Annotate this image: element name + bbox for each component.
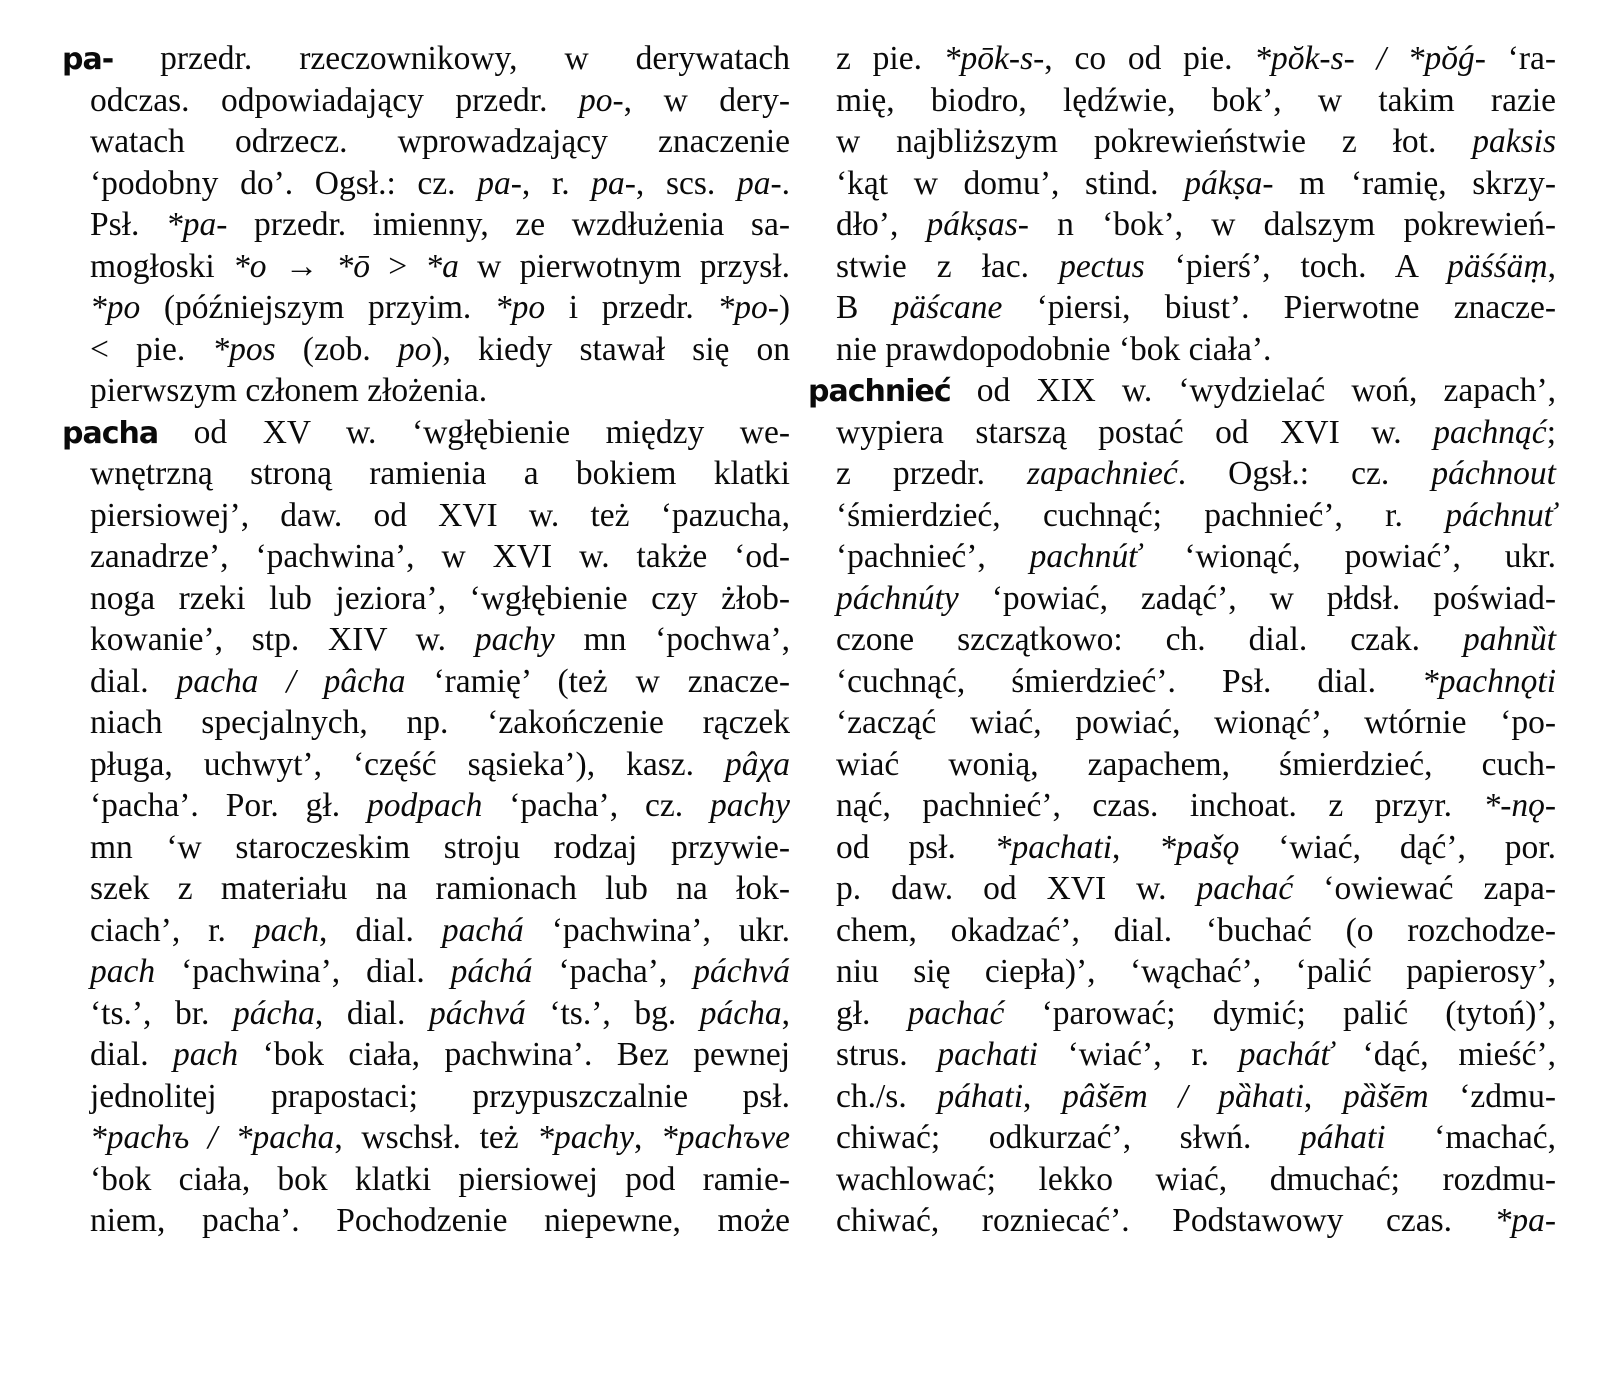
text-run: stwie z łac. (836, 247, 1060, 285)
text-run: , (1303, 1077, 1343, 1115)
right-column (808, 38, 1556, 1242)
text-line (62, 536, 790, 578)
text-run: → (266, 247, 337, 285)
italic-form: pach (173, 1036, 239, 1073)
text-run: ‘parować; dymić; palić (tytoń)’, (1004, 994, 1556, 1032)
text-run: ch./s. (836, 1077, 938, 1115)
text-run: B (836, 289, 893, 326)
text-run: z pie. (836, 40, 944, 77)
text-run: czone szczątkowo: ch. dial. czak. (836, 621, 1463, 658)
text-line (62, 785, 790, 827)
text-run: wnętrzną stroną ramienia a bokiem klatki (90, 455, 790, 492)
text-line (808, 163, 1556, 205)
italic-form: pachy (710, 787, 790, 824)
text-run: ‘wiać’, r. (1037, 1036, 1239, 1073)
italic-form: pa- (477, 164, 522, 202)
italic-form: pákṣa- (1184, 164, 1274, 202)
text-run: Psł. (90, 206, 166, 243)
text-run: , dial. (314, 994, 430, 1032)
italic-form: *pa- (1494, 1202, 1556, 1239)
italic-form: pachati (937, 1036, 1038, 1073)
text-run: dło’, (836, 206, 927, 243)
text-line (808, 702, 1556, 744)
text-run: , (781, 994, 791, 1032)
italic-form: pachnąć (1433, 413, 1547, 451)
text-run: ; (1546, 413, 1556, 451)
italic-form: pectus (1059, 247, 1145, 285)
text-run: , (1023, 1077, 1063, 1115)
text-line (808, 1159, 1556, 1201)
text-run: . Ogsł.: cz. (1177, 455, 1432, 492)
text-run: kowanie’, stp. XIV w. (90, 621, 475, 658)
italic-form: pahnȕt (1462, 621, 1556, 658)
text-run: ‘pachnieć’, (836, 538, 1030, 575)
text-line (62, 993, 790, 1035)
text-run: (zob. (275, 330, 398, 368)
italic-form: podpach (367, 787, 483, 824)
text-line (62, 744, 790, 786)
entry-headword: pacha (62, 415, 159, 451)
text-line (808, 827, 1556, 869)
text-line (808, 80, 1556, 122)
text-line (808, 121, 1556, 163)
text-line (62, 578, 790, 620)
text-run: mogłoski (90, 247, 233, 285)
italic-form: *a (425, 247, 459, 285)
italic-form: páchnuť (1445, 496, 1556, 534)
italic-form: pach (253, 911, 319, 949)
text-run: pierwszym członem złożenia. (90, 372, 488, 409)
text-run: , (1112, 828, 1160, 866)
text-run: ‘bok ciała, pachwina’. Bez pewnej (238, 1036, 791, 1073)
text-run: w najbliższym pokrewieństwie z łot. (836, 123, 1473, 160)
text-run: ‘piersi, biust’. Pierwotne znacze- (1002, 289, 1556, 326)
text-run: strus. (836, 1036, 938, 1073)
text-line (808, 246, 1556, 288)
text-run: w pierwotnym przysł. (458, 247, 790, 285)
italic-form: pa- (736, 164, 782, 202)
text-line (62, 868, 790, 910)
text-line (808, 204, 1556, 246)
italic-form: pa- (591, 164, 636, 202)
text-run: i przedr. (545, 289, 718, 326)
italic-form: *pachnǫti (1422, 662, 1556, 700)
italic-form: päścane (892, 289, 1003, 326)
italic-form: *pos (212, 330, 276, 368)
entry-headword: pachnieć (808, 374, 951, 409)
text-line (808, 536, 1556, 578)
text-run: watach odrzecz. wprowadzający znaczenie (90, 123, 790, 160)
text-run: m ‘ramię, skrzy- (1273, 164, 1556, 202)
text-line (808, 453, 1556, 495)
italic-form: pácha (233, 994, 315, 1032)
left-column (62, 38, 790, 1242)
text-run: gł. (836, 994, 908, 1032)
text-run: dial. (90, 662, 177, 700)
italic-form: páhati (1299, 1119, 1386, 1156)
italic-form: *pachati (994, 828, 1112, 866)
text-run: ‘ts.’, bg. (525, 994, 700, 1032)
text-line (808, 329, 1556, 371)
text-run: > (369, 247, 426, 285)
text-line (62, 661, 790, 703)
italic-form: *pŏk-s- / *pŏǵ- (1254, 40, 1486, 77)
text-line (808, 578, 1556, 620)
text-line (808, 412, 1556, 454)
italic-form: *-nǫ- (1483, 787, 1556, 824)
italic-form: pȁšēm (1342, 1077, 1429, 1115)
text-run: < pie. (90, 330, 213, 368)
text-run: , co od pie. (1044, 40, 1255, 77)
text-run: piersiowej’, daw. od XVI w. też ‘pazucha, (90, 496, 790, 534)
text-run: (późniejszym przyim. (140, 289, 495, 326)
text-run: ‘powiać, zadąć’, w płdsł. poświad- (958, 579, 1556, 617)
text-line (808, 1034, 1556, 1076)
text-run: mn ‘pochwa’, (554, 621, 790, 658)
text-line (808, 951, 1556, 993)
text-line (808, 993, 1556, 1035)
text-line (62, 329, 790, 371)
text-run: wiać wonią, zapachem, śmierdzieć, cuch- (836, 745, 1556, 783)
text-line (62, 619, 790, 661)
text-line (62, 38, 790, 80)
text-run: ‘wionąć, powiać’, ukr. (1140, 538, 1556, 575)
text-line (62, 1034, 790, 1076)
italic-form: pachy (474, 621, 555, 658)
text-run: niu się ciepła)’, ‘wąchać’, ‘palić papierosy’, (836, 953, 1556, 990)
text-run: ‘bok ciała, bok klatki piersiowej pod ramie- (90, 1160, 790, 1198)
italic-form: *pōk-s- (943, 40, 1045, 77)
text-line (808, 1200, 1556, 1242)
text-line (62, 827, 790, 869)
text-line (808, 744, 1556, 786)
text-run: jednolitej prapostaci; przypuszczalnie psł. (90, 1077, 790, 1115)
text-run: ‘ts.’, br. (90, 994, 233, 1032)
text-line (62, 204, 790, 246)
text-run: , wschsł. też (334, 1119, 538, 1156)
text-run: ‘pachwina’, dial. (155, 953, 451, 990)
italic-form: po (397, 330, 432, 368)
italic-form: páchvá (429, 994, 526, 1032)
text-run: ‘machać, (1385, 1119, 1556, 1156)
text-line (62, 1076, 790, 1118)
text-run: przedr. rzeczownikowy, w derywatach (113, 40, 790, 77)
text-run: nąć, pachnieć’, czas. inchoat. z przyr. (836, 787, 1484, 824)
text-line (62, 910, 790, 952)
text-line (808, 1117, 1556, 1159)
text-run: ‘cuchnąć, śmierdzieć’. Psł. dial. (836, 662, 1423, 700)
text-line (62, 951, 790, 993)
italic-form: páchvá (693, 953, 790, 990)
italic-form: pacha / pâcha (176, 662, 406, 700)
italic-form: pácha (699, 994, 782, 1032)
text-run: ‘śmierdzieć, cuchnąć; pachnieć’, r. (836, 496, 1446, 534)
text-run: , scs. (635, 164, 737, 202)
text-line (808, 38, 1556, 80)
text-run: chem, okadzać’, dial. ‘buchać (o rozchodze- (836, 911, 1556, 949)
text-run: ‘zdmu- (1428, 1077, 1556, 1115)
text-run: od XV w. ‘wgłębienie między we- (158, 413, 790, 451)
italic-form: *po (494, 289, 546, 326)
italic-form: päśśäṃ (1447, 247, 1548, 285)
text-line (808, 785, 1556, 827)
italic-form: páhati (937, 1077, 1024, 1115)
italic-form: pâχa (725, 745, 790, 783)
text-run: chiwać; odkurzać’, słwń. (836, 1119, 1300, 1156)
text-run: pługa, uchwyt’, ‘część sąsieka’), kasz. (90, 745, 725, 783)
text-line (62, 495, 790, 537)
text-line (62, 1200, 790, 1242)
italic-form: páchnout (1431, 455, 1556, 492)
italic-form: *pachъ / *pacha (90, 1119, 335, 1156)
italic-form: pachá (441, 911, 524, 949)
text-line (62, 1117, 790, 1159)
text-run: przedr. imienny, ze wzdłużenia sa- (227, 206, 790, 243)
text-run: , w dery- (623, 81, 790, 119)
italic-form: pacháť (1238, 1036, 1333, 1073)
text-line (62, 80, 790, 122)
text-run: ‘dąć, mieść’, (1332, 1036, 1556, 1073)
text-run: ‘pachwina’, ukr. (523, 911, 790, 949)
text-run: szek z materiału na ramionach lub na łok- (90, 870, 790, 907)
text-run: noga rzeki lub jeziora’, ‘wgłębienie czy żłob- (90, 579, 790, 617)
italic-form: *po (90, 289, 141, 326)
text-line (62, 163, 790, 205)
text-run: n ‘bok’, w dalszym pokrewień- (1028, 206, 1556, 243)
text-run: ‘zacząć wiać, powiać, wionąć’, wtórnie ‘po- (836, 704, 1556, 741)
text-line (808, 910, 1556, 952)
text-run: , (1547, 247, 1556, 285)
text-run: ‘pierś’, toch. A (1144, 247, 1448, 285)
text-run: zanadrze’, ‘pachwina’, w XVI w. także ‘od- (90, 538, 790, 575)
text-line (62, 370, 790, 412)
text-run: p. daw. od XVI w. (836, 870, 1197, 907)
text-line (62, 702, 790, 744)
italic-form: pach (90, 953, 156, 990)
italic-form: pachać (907, 994, 1005, 1032)
text-line (808, 287, 1556, 329)
text-run: ‘owiewać zapa- (1293, 870, 1557, 907)
italic-form: pâšēm / pȁhati (1062, 1077, 1304, 1115)
text-line (62, 246, 790, 288)
text-run: ), kiedy stawał się on (431, 330, 790, 368)
text-run: wypiera starszą postać od XVI w. (836, 413, 1434, 451)
text-run: dial. (90, 1036, 174, 1073)
text-run: ‘ramię’ (też w znacze- (405, 662, 791, 700)
italic-form: zapachnieć (1027, 455, 1178, 492)
text-run: ciach’, r. (90, 911, 254, 949)
italic-form: *pachъve (661, 1119, 791, 1156)
text-run: mn ‘w staroczeskim stroju rodzaj przywie- (90, 828, 790, 866)
italic-form: *ō (336, 247, 370, 285)
text-run: , dial. (318, 911, 442, 949)
italic-form: *o (232, 247, 267, 285)
text-run: mię, biodro, lędźwie, bok’, w takim razie (836, 81, 1556, 119)
text-line (808, 370, 1556, 412)
text-line (62, 1159, 790, 1201)
text-line (808, 619, 1556, 661)
italic-form: po- (579, 81, 624, 119)
italic-form: pachać (1196, 870, 1294, 907)
text-run: . (781, 164, 790, 202)
italic-form: páchnúty (836, 579, 959, 617)
text-run: ‘pacha’. Por. gł. (90, 787, 367, 824)
text-run: niem, pacha’. Pochodzenie niepewne, może (90, 1202, 790, 1239)
text-line (62, 287, 790, 329)
italic-form: *pa- (166, 206, 228, 243)
text-line (62, 412, 790, 454)
text-run: , (634, 1119, 662, 1156)
entry-headword: pa- (62, 42, 114, 77)
text-run: ‘podobny do’. Ogsł.: cz. (90, 164, 478, 202)
text-line (808, 868, 1556, 910)
text-run: ‘pacha’, cz. (482, 787, 710, 824)
text-line (808, 1076, 1556, 1118)
text-run: , r. (521, 164, 592, 202)
text-run: chiwać, rozniecać’. Podstawowy czas. (836, 1202, 1495, 1239)
italic-form: páchá (450, 953, 533, 990)
text-run: ‘pacha’, (532, 953, 694, 990)
text-run: ‘wiać, dąć’, por. (1239, 828, 1556, 866)
text-line (808, 661, 1556, 703)
text-run: odczas. odpowiadający przedr. (90, 81, 579, 119)
text-line (808, 495, 1556, 537)
text-run: ) (778, 289, 790, 326)
italic-form: pachnúť (1029, 538, 1141, 575)
text-line (62, 121, 790, 163)
text-line (62, 453, 790, 495)
text-run: ‘kąt w domu’, stind. (836, 164, 1185, 202)
italic-form: *pašǫ (1159, 828, 1240, 866)
italic-form: paksis (1472, 123, 1556, 160)
text-run: ‘ra- (1485, 40, 1557, 77)
text-run: nie prawdopodobnie ‘bok ciała’. (836, 330, 1272, 368)
text-run: niach specjalnych, np. ‘zakończenie rączek (90, 704, 790, 741)
text-run: od XIX w. ‘wydzielać woń, zapach’, (950, 372, 1556, 409)
italic-form: *po- (717, 289, 779, 326)
text-run: wachlować; lekko wiać, dmuchać; rozdmu- (836, 1160, 1556, 1198)
italic-form: pákṣas- (926, 206, 1029, 243)
text-run: z przedr. (836, 455, 1028, 492)
text-run: od psł. (836, 828, 995, 866)
italic-form: *pachy (537, 1119, 635, 1156)
